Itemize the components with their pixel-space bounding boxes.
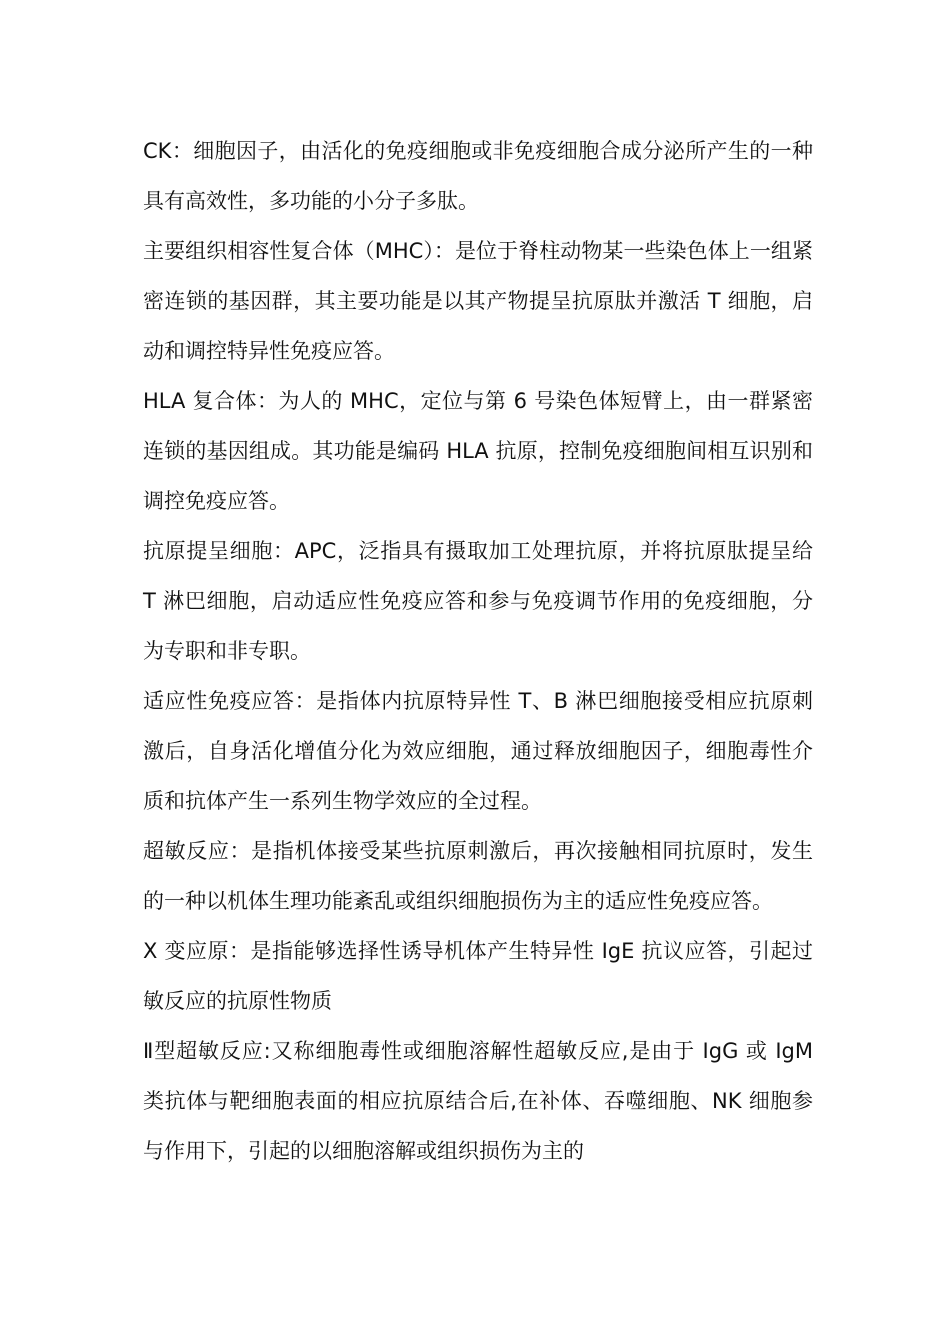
- paragraph-mhc: 主要组织相容性复合体（MHC）：是位于脊柱动物某一些染色体上一组紧密连锁的基因群，其主要功能是以其产物提呈抗原肽并激活 T 细胞，启动和调控特异性免疫应答。: [143, 239, 813, 363]
- paragraph-apc: 抗原提呈细胞：APC，泛指具有摄取加工处理抗原，并将抗原肽提呈给 T 淋巴细胞，启动适应性免疫应答和参与免疫调节作用的免疫细胞，分为专职和非专职。: [143, 539, 813, 663]
- paragraph-hypersensitivity: 超敏反应：是指机体接受某些抗原刺激后，再次接触相同抗原时，发生的一种以机体生理功能紊乱或组织细胞损伤为主的适应性免疫应答。: [143, 839, 813, 913]
- paragraph-hla: HLA 复合体：为人的 MHC，定位与第 6 号染色体短臂上，由一群紧密连锁的基因组成。其功能是编码 HLA 抗原，控制免疫细胞间相互识别和调控免疫应答。: [143, 389, 813, 513]
- paragraph-adaptive-immune-response: 适应性免疫应答：是指体内抗原特异性 T、B 淋巴细胞接受相应抗原刺激后，自身活化增值分化为效应细胞，通过释放细胞因子，细胞毒性介质和抗体产生一系列生物学效应的全过程。: [143, 689, 813, 813]
- document-body: [143, 126, 813, 1176]
- paragraph-type-ii-hypersensitivity: Ⅱ型超敏反应:又称细胞毒性或细胞溶解性超敏反应,是由于 IgG 或 IgM 类抗体与靶细胞表面的相应抗原结合后,在补体、吞噬细胞、NK 细胞参与作用下，引起的以细胞溶解或组织损伤为主的: [143, 1039, 813, 1163]
- paragraph-ck: CK：细胞因子，由活化的免疫细胞或非免疫细胞合成分泌所产生的一种具有高效性，多功能的小分子多肽。: [143, 139, 813, 213]
- paragraph-allergen: X 变应原：是指能够选择性诱导机体产生特异性 IgE 抗议应答，引起过敏反应的抗原性物质: [143, 939, 813, 1013]
